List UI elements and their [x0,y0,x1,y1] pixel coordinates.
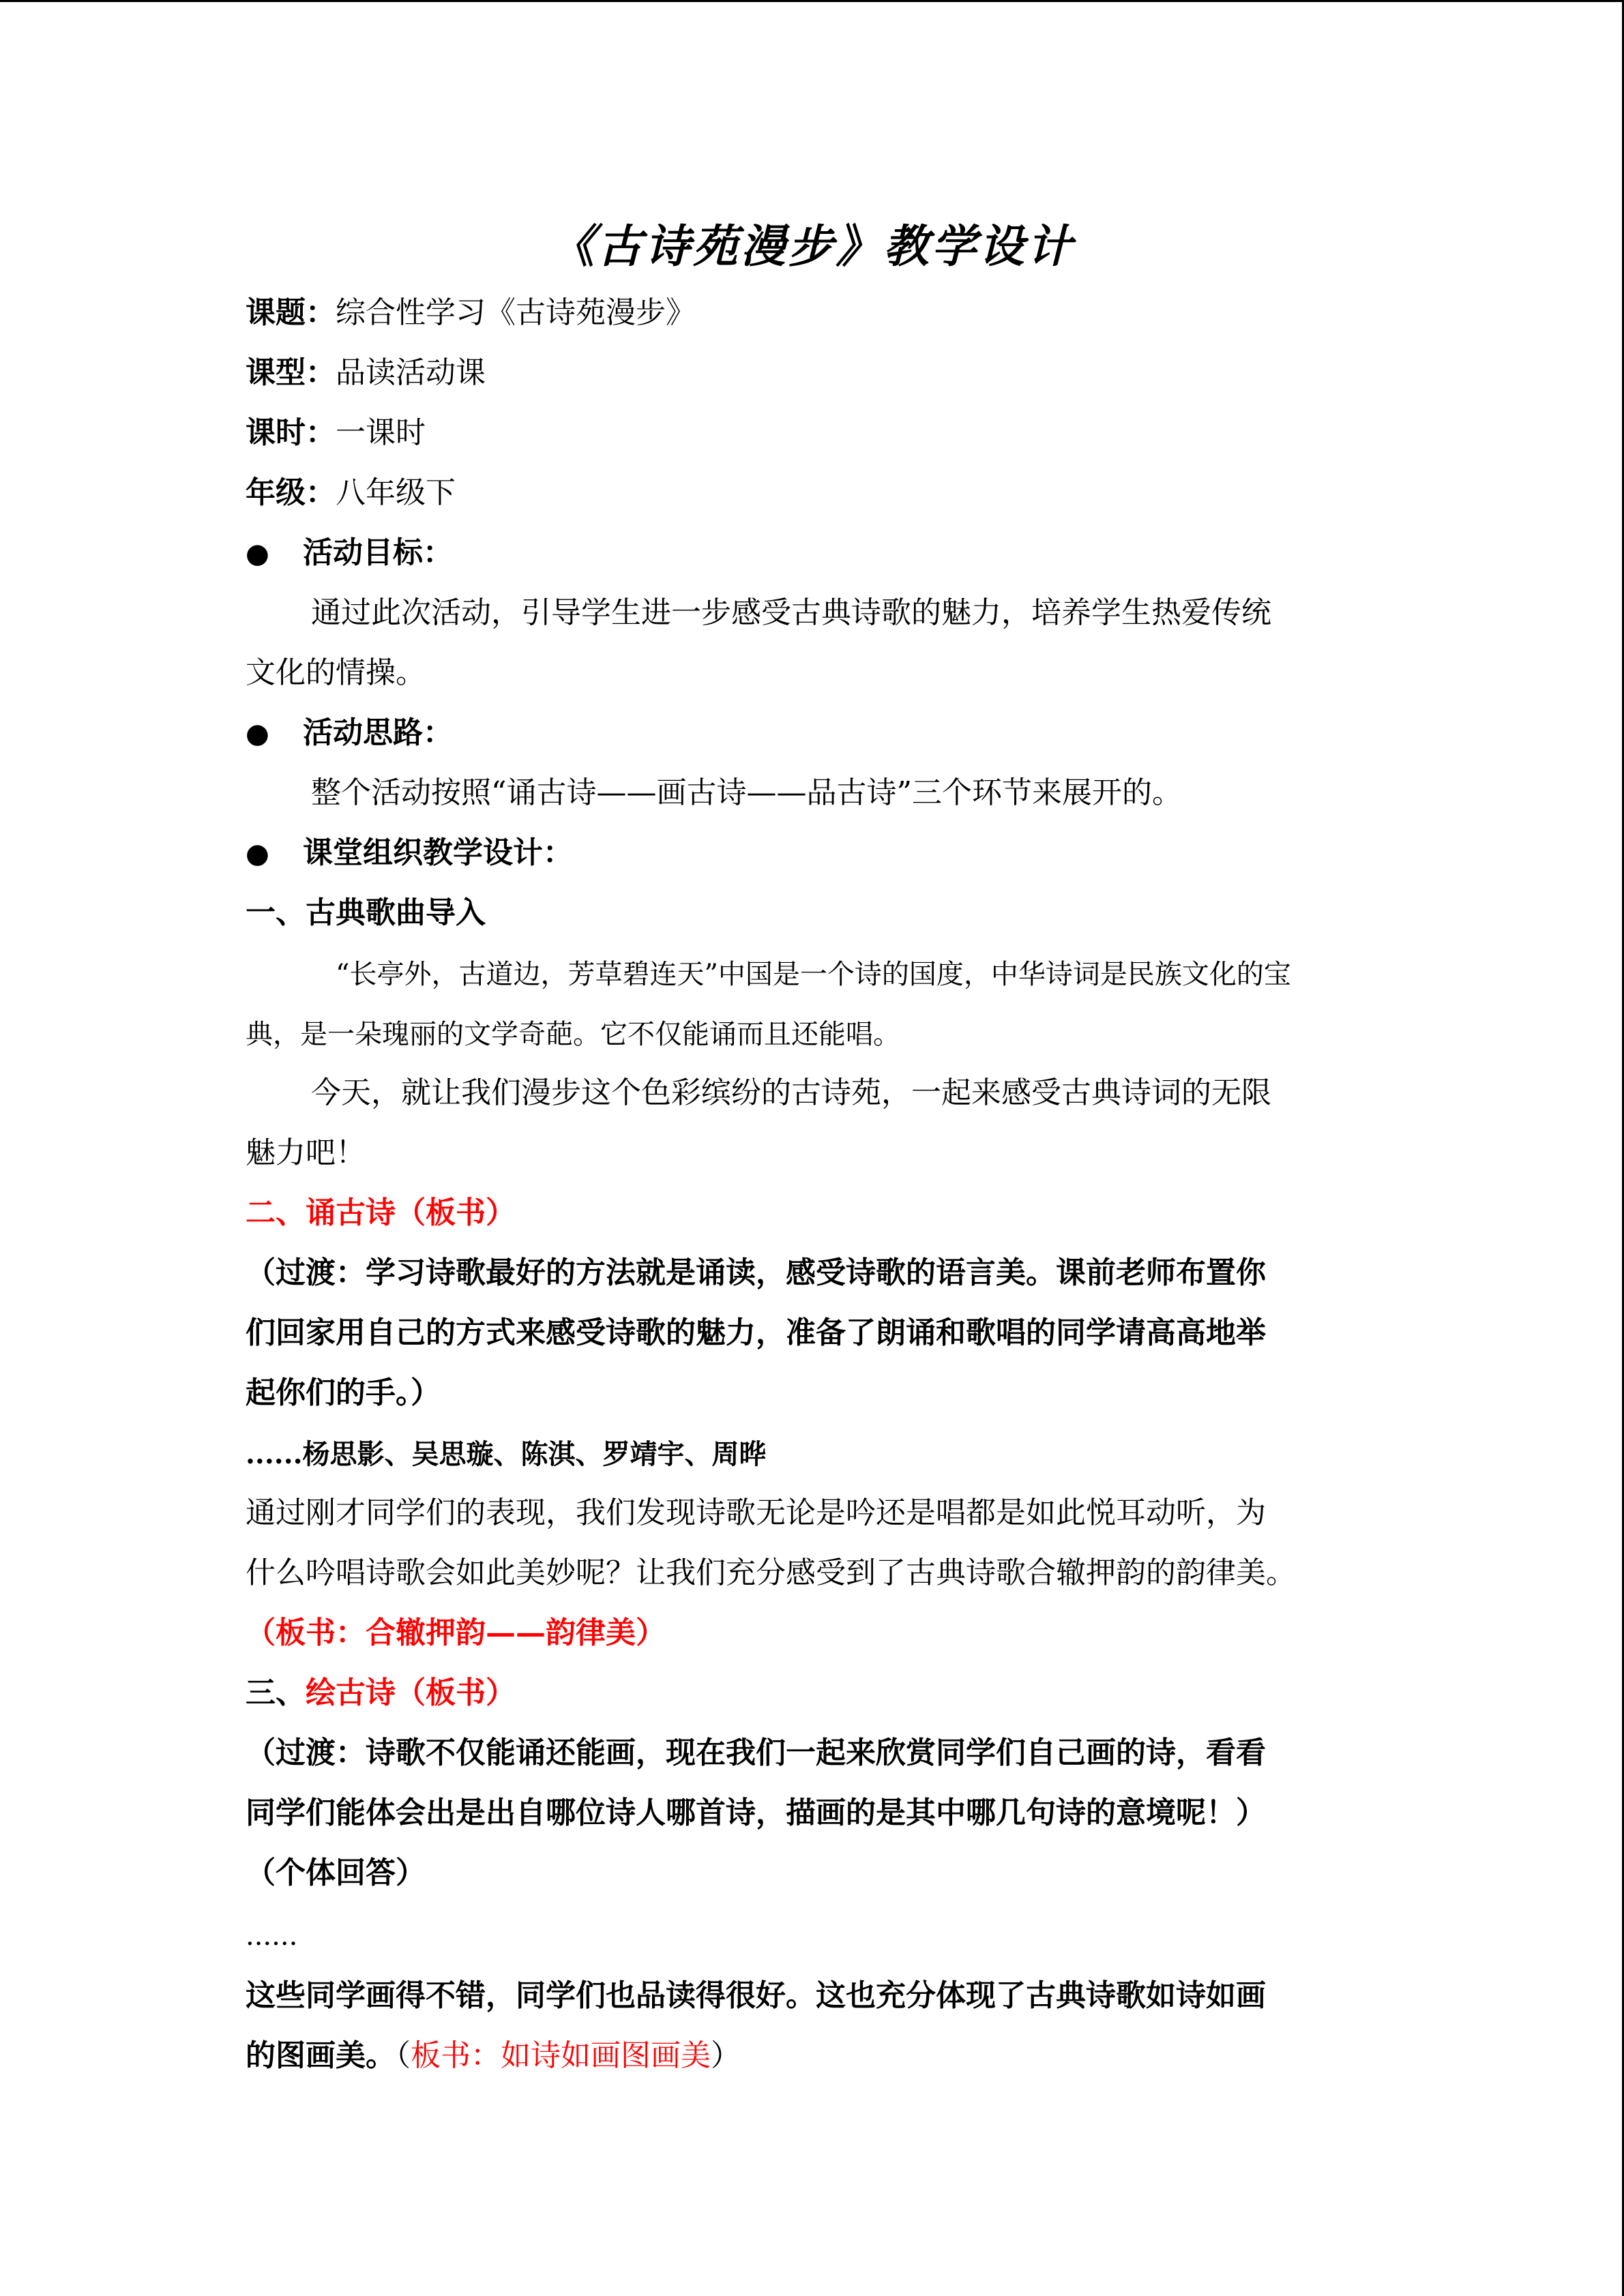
meta-topic-value: 综合性学习《古诗苑漫步》 [336,295,696,330]
meta-grade-label: 年级： [246,475,336,510]
goals-text-line-1: 通过此次活动，引导学生进一步感受古典诗歌的魅力，培养学生热爱传统 [311,595,1271,630]
ideas-text: 整个活动按照“诵古诗——画古诗——品古诗”三个环节来展开的。 [311,775,1182,810]
design-heading [246,833,573,874]
section1-paragraph2-line2: 魅力吧！ [246,1135,366,1170]
meta-hours-value: 一课时 [336,415,426,450]
design-heading-text: 课堂组织教学设计： [303,835,573,870]
goals-heading-text: 活动目标： [303,535,453,570]
meta-topic-label: 课题： [246,295,336,330]
bullet-icon: ● [246,837,269,869]
document-title: 《古诗苑漫步》教学设计 [549,220,1075,273]
section2-transition-line2: 们回家用自己的方式来感受诗歌的魅力，准备了朗诵和歌唱的同学请高高地举 [246,1315,1266,1350]
goals-text-line-2: 文化的情操。 [246,655,426,690]
meta-type-label: 课型： [246,355,336,390]
section2-text-line1: 通过刚才同学们的表现，我们发现诗歌无论是吟还是唱都是如此悦耳动听，为 [246,1495,1266,1530]
section3-board-note: 板书：如诗如画图画美 [411,2038,711,2073]
section3-heading [246,1673,516,1714]
meta-hours [246,413,426,453]
meta-grade-value: 八年级下 [336,475,456,510]
section3-transition-line1: （过渡：诗歌不仅能诵还能画，现在我们一起来欣赏同学们自己画的诗，看看 [246,1735,1266,1770]
section2-title: 诵古诗（板书） [306,1195,516,1230]
ideas-heading-text: 活动思路： [303,715,453,750]
section2-transition-line3: 起你们的手。） [246,1375,441,1410]
section3-text-line1: 这些同学画得不错，同学们也品读得很好。这也充分体现了古典诗歌如诗如画 [246,1978,1266,2013]
meta-grade [246,473,456,513]
section3-ellipsis: ...... [246,1920,298,1952]
bullet-icon: ● [246,717,269,749]
section3-transition-line3: （个体回答） [246,1855,426,1890]
section2-student-names: ......杨思影、吴思璇、陈淇、罗靖宇、周晔 [246,1438,767,1470]
section3-transition-line2: 同学们能体会出是出自哪位诗人哪首诗，描画的是其中哪几句诗的意境呢！） [246,1795,1266,1830]
section3-text-line2 [246,2036,741,2076]
section3-text-prefix: 的图画美。 [246,2038,396,2073]
meta-topic [246,293,696,333]
meta-type [246,353,486,393]
meta-hours-label: 课时： [246,415,336,450]
section2-board-note: （板书：合辙押韵——韵律美） [246,1615,666,1650]
section3-paren-open: （ [396,2038,411,2073]
section1-paragraph1-line2: 典，是一朵瑰丽的文学奇葩。它不仅能诵而且还能唱。 [246,1019,900,1050]
bullet-icon: ● [246,537,269,569]
section3-title: 绘古诗（板书） [306,1675,516,1710]
goals-heading [246,533,453,574]
section1-paragraph1-line1: “长亭外，古道边，芳草碧连天”中国是一个诗的国度，中华诗词是民族文化的宝 [336,959,1291,990]
section2-text-line2: 什么吟唱诗歌会如此美妙呢？让我们充分感受到了古典诗歌合辙押韵的韵律美。 [246,1555,1296,1590]
ideas-heading [246,713,453,754]
section3-number: 三、 [246,1675,306,1710]
section1-heading: 一、古典歌曲导入 [246,895,486,930]
section2-transition-line1: （过渡：学习诗歌最好的方法就是诵读，感受诗歌的语言美。课前老师布置你 [246,1255,1266,1290]
section2-number: 二、 [246,1195,306,1230]
meta-type-value: 品读活动课 [336,355,486,390]
section3-paren-close: ） [711,2038,741,2073]
section1-paragraph2-line1: 今天，就让我们漫步这个色彩缤纷的古诗苑，一起来感受古典诗词的无限 [311,1075,1271,1110]
section2-heading [246,1193,516,1234]
